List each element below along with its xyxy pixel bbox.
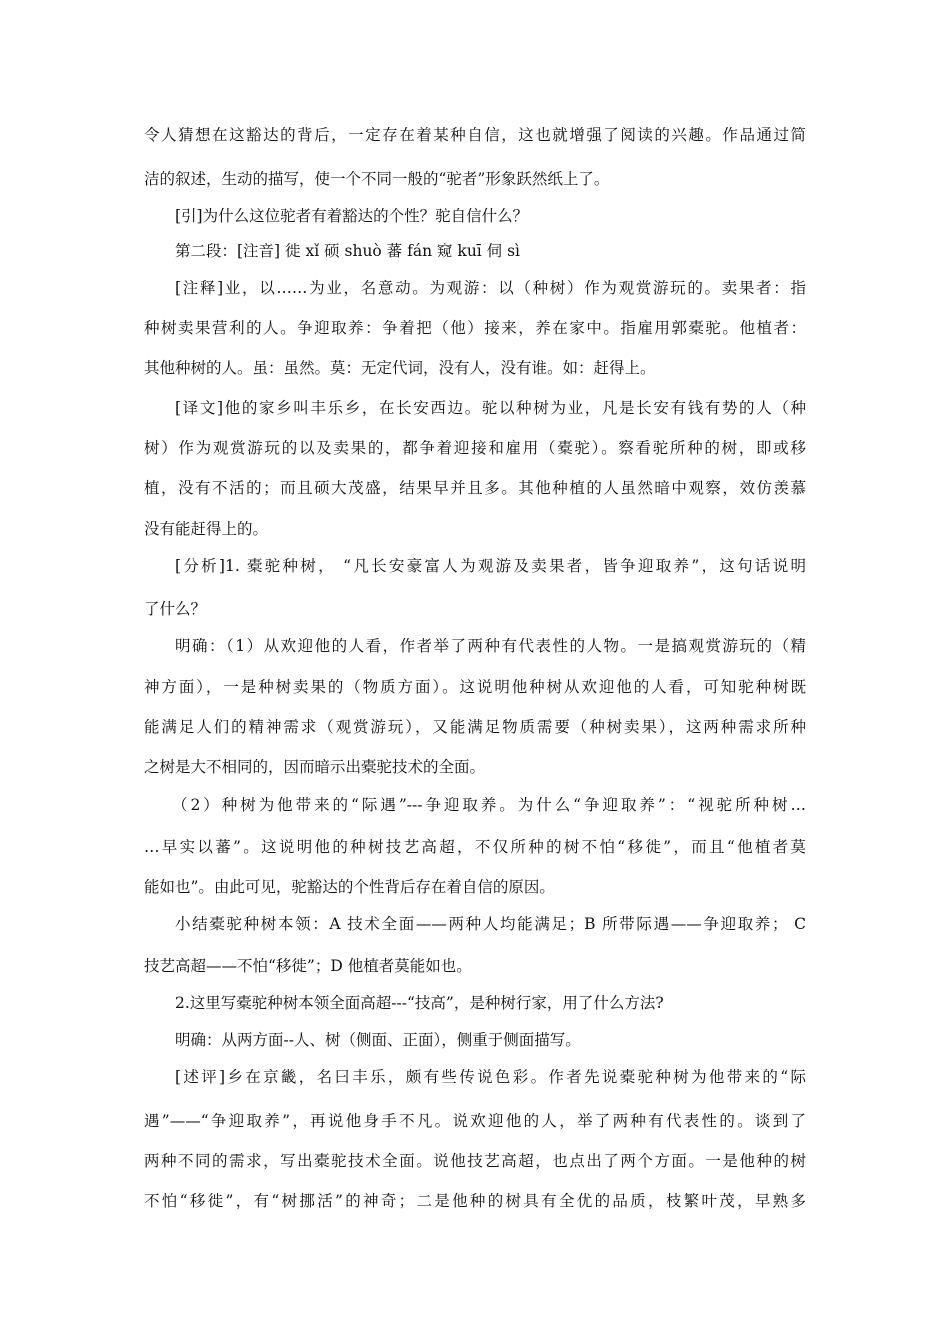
line-text: …早实以蕃”。这说明他的种树技艺高超，不仅所种的树不怕“移徙”，而且“他植者莫 bbox=[144, 838, 806, 856]
line-text: [分析]1. 橐驼种树， “凡长安豪富人为观游及卖果者，皆争迎取养”，这句话说明 bbox=[175, 557, 806, 575]
line-text: 种树卖果营利的人。争迎取养：争着把（他）接来，养在家中。指雇用郭橐驼。他植者： bbox=[144, 319, 806, 337]
text-line bbox=[0, 468, 950, 508]
text-line bbox=[0, 546, 950, 586]
text-line bbox=[0, 231, 950, 271]
text-line bbox=[0, 785, 950, 825]
text-line bbox=[0, 196, 950, 236]
text-line bbox=[0, 747, 950, 787]
line-text: [译文]他的家乡叫丰乐乡，在长安西边。驼以种树为业，凡是长安有钱有势的人（种 bbox=[175, 399, 806, 417]
line-text: 遇”——“争迎取养”，再说他身手不凡。说欢迎他的人，举了两种有代表性的。谈到了 bbox=[144, 1112, 806, 1130]
line-text: [引]为什么这位驼者有着豁达的个性？驼自信什么？ bbox=[175, 207, 529, 225]
line-text: 令人猜想在这豁达的背后，一定存在着某种自信，这也就增强了阅读的兴趣。作品通过简 bbox=[144, 126, 806, 144]
line-text: 明确：从两方面--人、树（侧面、正面），侧重于侧面描写。 bbox=[175, 1031, 581, 1049]
text-line bbox=[0, 867, 950, 907]
line-text: 其他种树的人。虽：虽然。莫：无定代词，没有人，没有谁。如：赶得上。 bbox=[144, 359, 656, 377]
text-line bbox=[0, 268, 950, 308]
text-line bbox=[0, 626, 950, 666]
line-text: 神方面），一是种树卖果的（物质方面）。这说明他种树从欢迎他的人看，可知驼种树既 bbox=[144, 678, 806, 696]
text-line bbox=[0, 1057, 950, 1097]
text-line bbox=[0, 983, 950, 1023]
line-text: 了什么？ bbox=[144, 600, 207, 618]
line-text: 技艺高超——不怕“移徙”；D 他植者莫能如也。 bbox=[144, 957, 472, 975]
text-line bbox=[0, 115, 950, 155]
text-line bbox=[0, 707, 950, 747]
text-line bbox=[0, 1101, 950, 1141]
line-text: 能满足人们的精神需求（观赏游玩），又能满足物质需要（种树卖果），这两种需求所种 bbox=[144, 718, 806, 736]
text-line bbox=[0, 904, 950, 944]
text-line bbox=[0, 1181, 950, 1221]
text-line bbox=[0, 827, 950, 867]
line-text: 树）作为观赏游玩的以及卖果的，都争着迎接和雇用（橐驼）。察看驼所种的树，即或移 bbox=[144, 439, 806, 457]
text-line bbox=[0, 667, 950, 707]
line-text: （2）种树为他带来的“际遇”---争迎取养。为什么“争迎取养”：“视驼所种树… bbox=[172, 796, 806, 814]
line-text: 2.这里写橐驼种树本领全面高超---“技高”，是种树行家，用了什么方法? bbox=[175, 994, 664, 1012]
text-line bbox=[0, 308, 950, 348]
text-line bbox=[0, 946, 950, 986]
line-text: [述评]乡在京畿，名曰丰乐，颇有些传说色彩。作者先说橐驼种树为他带来的“际 bbox=[175, 1068, 806, 1086]
text-line bbox=[0, 1141, 950, 1181]
line-text: 不怕“移徙”，有“树挪活”的神奇；二是他种的树具有全优的品质，枝繁叶茂，早熟多 bbox=[144, 1192, 806, 1210]
line-text: 洁的叙述，生动的描写，使一个不同一般的“驼者”形象跃然纸上了。 bbox=[144, 170, 610, 188]
text-line bbox=[0, 348, 950, 388]
line-text: 没有能赶得上的。 bbox=[144, 520, 269, 538]
line-text: 两种不同的需求，写出橐驼技术全面。说他技艺高超，也点出了两个方面。一是他种的树 bbox=[144, 1152, 806, 1170]
text-line bbox=[0, 428, 950, 468]
line-text: 小结橐驼种树本领：A 技术全面——两种人均能满足；B 所带际遇——争迎取养； C bbox=[175, 915, 806, 933]
line-text: 植，没有不活的；而且硕大茂盛，结果早并且多。其他种植的人虽然暗中观察，效仿羡慕 bbox=[144, 479, 806, 497]
text-line bbox=[0, 509, 950, 549]
text-line bbox=[0, 159, 950, 199]
line-text: [注释]业，以……为业，名意动。为观游：以（种树）作为观赏游玩的。卖果者：指 bbox=[175, 279, 806, 297]
text-line bbox=[0, 388, 950, 428]
line-text: 明确：（1）从欢迎他的人看，作者举了两种有代表性的人物。一是搞观赏游玩的（精 bbox=[175, 637, 806, 655]
line-text: 能如也”。由此可见，驼豁达的个性背后存在着自信的原因。 bbox=[144, 878, 555, 896]
line-text: 第二段：[注音] 徙 xǐ 硕 shuò 蕃 fán 窥 kuī 伺 sì bbox=[175, 242, 521, 260]
line-text: 之树是大不相同的，因而暗示出橐驼技术的全面。 bbox=[144, 758, 486, 776]
text-line bbox=[0, 1020, 950, 1060]
text-line bbox=[0, 589, 950, 629]
